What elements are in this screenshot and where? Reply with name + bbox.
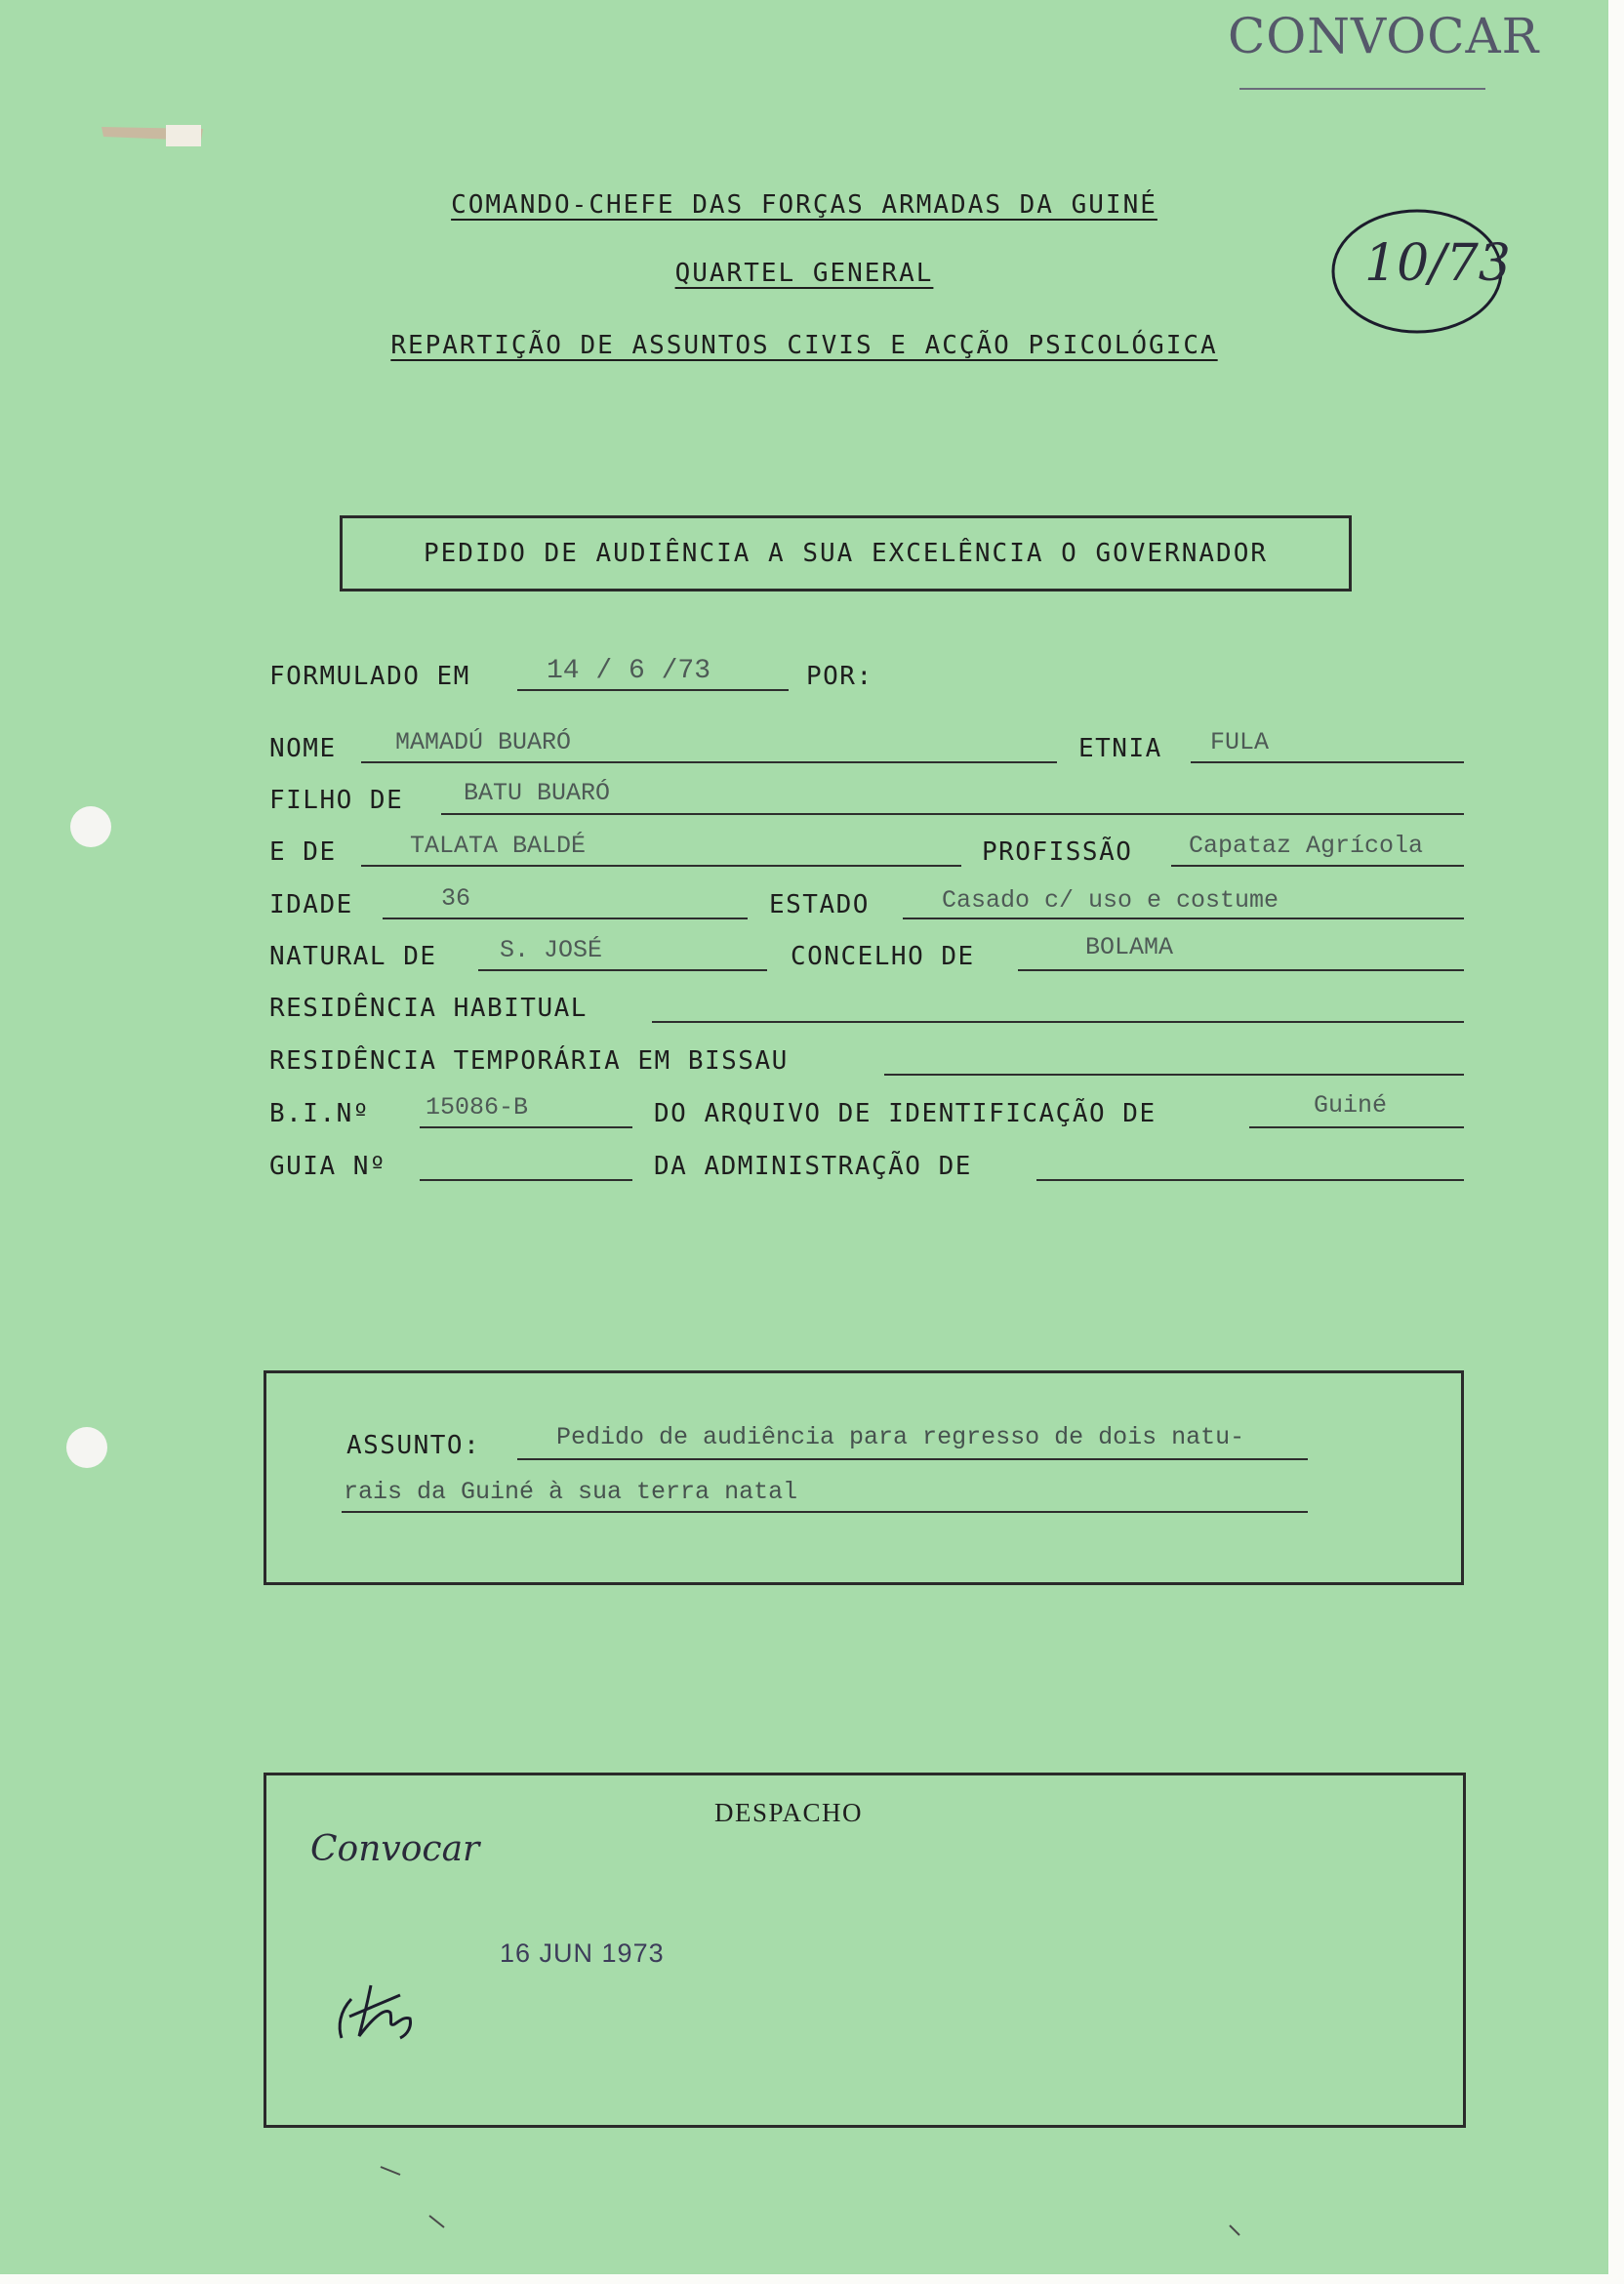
guia-label: GUIA Nº [269,1152,387,1181]
header-line-3: REPARTIÇÃO DE ASSUNTOS CIVIS E ACÇÃO PSICOLÓGICA [390,331,1218,360]
profissao-value: Capataz Agrícola [1189,832,1424,860]
etnia-value: FULA [1210,728,1270,756]
idade-line [383,918,748,919]
estado-value: Casado c/ uso e costume [942,886,1279,915]
natural-de-value: S. JOSÉ [500,936,603,964]
title-box [340,515,1352,591]
paper-specks [371,2157,1249,2245]
formulado-em-line [517,689,789,691]
despacho-handwritten: Convocar [310,1829,480,1869]
filho-de-line [441,813,1464,815]
e-de-value: TALATA BALDÉ [410,832,587,860]
profissao-line [1171,865,1464,867]
arquivo-value: Guiné [1314,1091,1388,1120]
natural-de-line [478,969,767,971]
header-line-2: QUARTEL GENERAL [674,259,934,288]
residencia-temporaria-label: RESIDÊNCIA TEMPORÁRIA EM BISSAU [269,1046,789,1076]
arquivo-line [1249,1126,1464,1128]
circled-number: 10/73 [1364,234,1511,293]
nome-line [361,761,1057,763]
arquivo-label: DO ARQUIVO DE IDENTIFICAÇÃO DE [654,1099,1157,1128]
top-note-underline [1239,88,1485,90]
residencia-habitual-line [652,1021,1464,1023]
assunto-line-2 [342,1511,1308,1513]
por-label: POR: [806,662,873,691]
concelho-de-value: BOLAMA [1085,933,1174,961]
signature-mark [332,1978,439,2046]
administracao-label: DA ADMINISTRAÇÃO DE [654,1152,972,1181]
header-line-1: COMANDO-CHEFE DAS FORÇAS ARMADAS DA GUINÉ [451,190,1157,220]
despacho-label: DESPACHO [714,1798,864,1827]
etnia-line [1191,761,1464,763]
form-title: PEDIDO DE AUDIÊNCIA A SUA EXCELÊNCIA O GOVERNADOR [423,539,1268,568]
residencia-habitual-label: RESIDÊNCIA HABITUAL [269,994,588,1023]
despacho-date-stamp: 16 JUN 1973 [500,1938,665,1968]
idade-label: IDADE [269,890,353,919]
filho-de-label: FILHO DE [269,786,404,815]
concelho-de-label: CONCELHO DE [791,942,975,971]
formulado-em-label: FORMULADO EM [269,662,470,691]
profissao-label: PROFISSÃO [982,837,1133,867]
assunto-label: ASSUNTO: [346,1431,481,1460]
e-de-label: E DE [269,837,337,867]
handwritten-top-note: CONVOCAR [1228,8,1540,64]
concelho-de-line [1018,969,1464,971]
filho-de-value: BATU BUARÓ [464,779,611,807]
formulado-em-value: 14 / 6 /73 [547,656,711,686]
assunto-text-line-2: rais da Guiné à sua terra natal [344,1478,798,1506]
punch-hole-lower [66,1427,107,1468]
guia-line [420,1179,632,1181]
residencia-temporaria-line [884,1074,1464,1076]
despacho-box [264,1773,1466,2128]
estado-line [903,918,1464,919]
etnia-label: ETNIA [1078,734,1162,763]
bi-label: B.I.Nº [269,1099,370,1128]
idade-value: 36 [441,884,471,913]
natural-de-label: NATURAL DE [269,942,437,971]
bi-value: 15086-B [426,1093,529,1122]
e-de-line [361,865,961,867]
nome-value: MAMADÚ BUARÓ [395,728,572,756]
administracao-line [1036,1179,1464,1181]
punch-hole-upper [70,806,111,847]
nome-label: NOME [269,734,337,763]
assunto-text-line-1: Pedido de audiência para regresso de dois natu- [556,1423,1245,1451]
staple-mark [98,115,207,154]
estado-label: ESTADO [769,890,870,919]
bi-line [420,1126,632,1128]
assunto-line-1 [517,1458,1308,1460]
